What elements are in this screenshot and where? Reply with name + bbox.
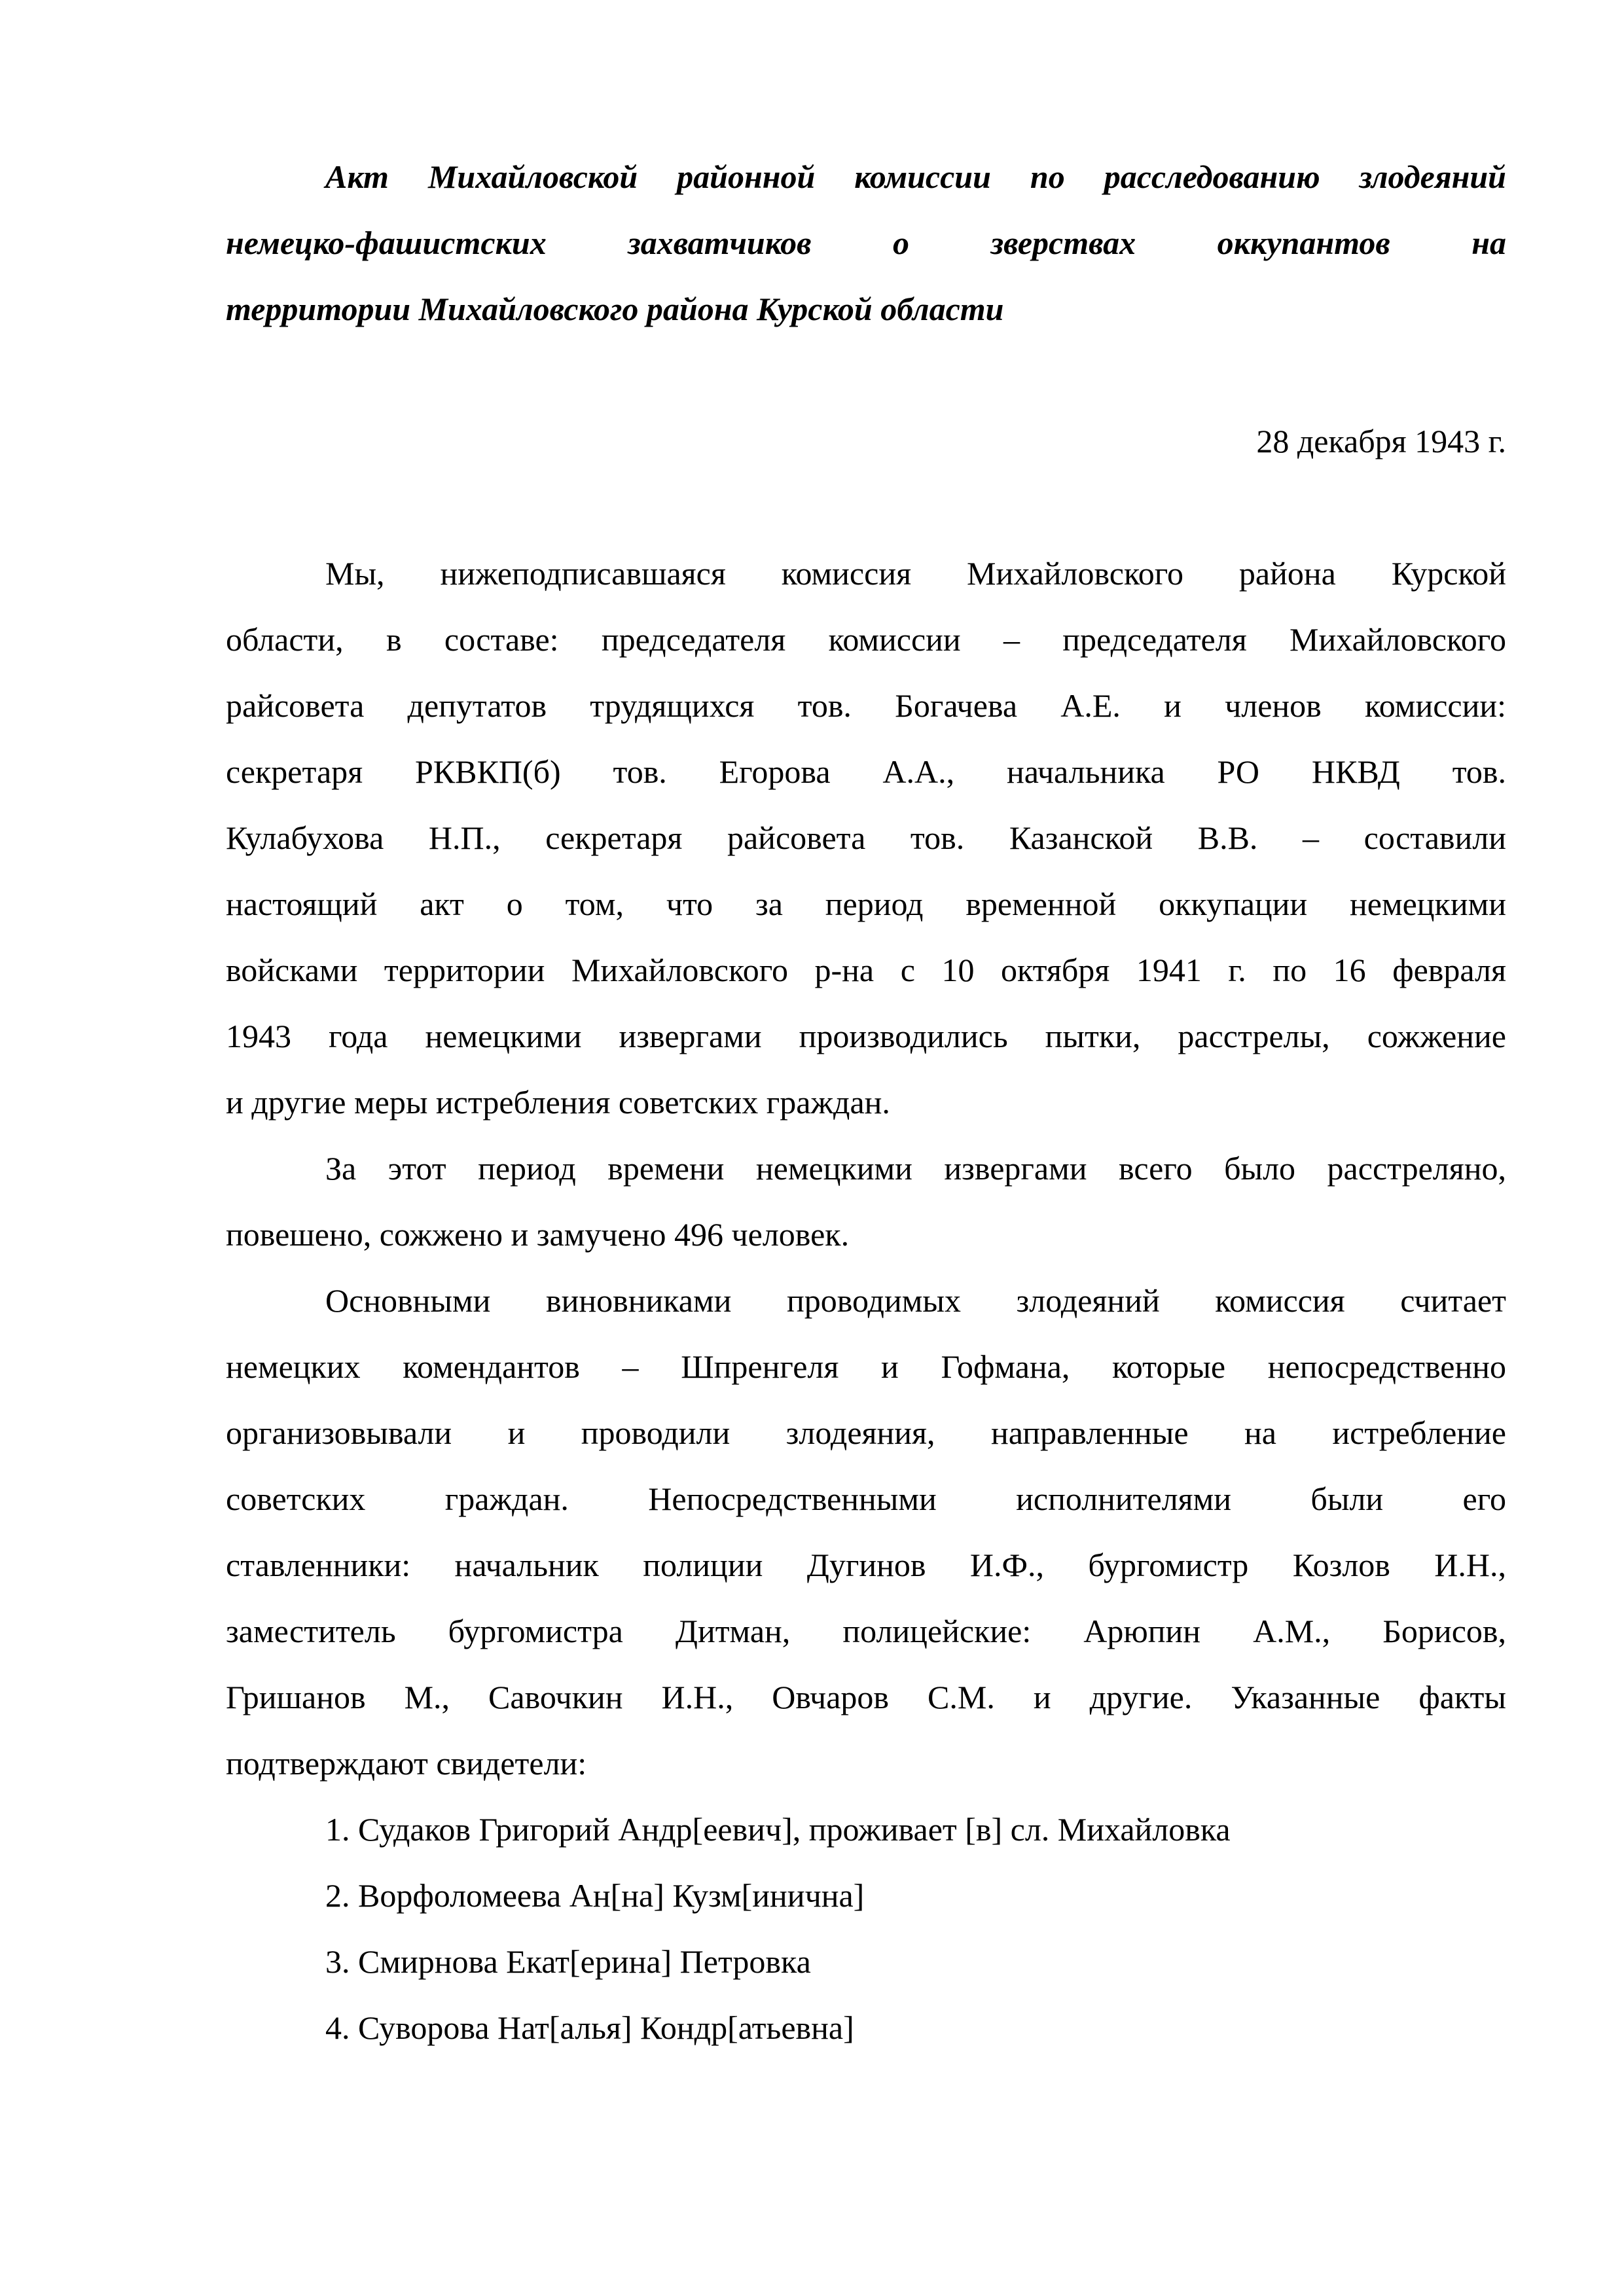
witness-item: 2. Ворфоломеева Ан[на] Кузм[инична] [325,1877,865,1914]
witness-list [226,1797,1506,2061]
body-line: организовывали и проводили злодеяния, направленные на истребление [226,1414,1506,1451]
body-line: ставленники: начальник полиции Дугинов И.Ф., бургомистр Козлов И.Н., [226,1547,1506,1583]
title-line: Акт Михайловской районной комиссии по расследованию злодеяний [325,158,1506,195]
body-line: заместитель бургомистра Дитман, полицейские: Арюпин А.М., Борисов, [226,1613,1506,1649]
document-title [226,144,1506,342]
body-line: Гришанов М., Савочкин И.Н., Овчаров С.М. и другие. Указанные факты [226,1679,1506,1715]
witness-item: 4. Суворова Нат[алья] Кондр[атьевна] [325,2009,854,2046]
body-line: области, в составе: председателя комиссии – председателя Михайловского [226,621,1506,658]
body-line: подтверждают свидетели: [226,1745,587,1782]
body-line: войсками территории Михайловского р-на с 10 октября 1941 г. по 16 февраля [226,952,1506,988]
witness-item: 3. Смирнова Екат[ерина] Петровка [325,1943,811,1980]
body-line: немецких комендантов – Шпренгеля и Гофмана, которые непосредственно [226,1348,1506,1385]
date-line: 28 декабря 1943 г. [1256,423,1506,459]
body-line: и другие меры истребления советских граждан. [226,1084,890,1121]
paragraph-3 [226,1268,1506,1797]
body-line: Основными виновниками проводимых злодеяний комиссия считает [325,1282,1506,1319]
body-line: Мы, нижеподписавшаяся комиссия Михайловского района Курской [325,555,1506,592]
title-line: территории Михайловского района Курской области [226,291,1004,327]
body-line: Кулабухова Н.П., секретаря райсовета тов. Казанской В.В. – составили [226,819,1506,856]
body-line: райсовета депутатов трудящихся тов. Богачева А.Е. и членов комиссии: [226,687,1506,724]
spacer [226,342,1506,408]
body-line: 1943 года немецкими извергами производились пытки, расстрелы, сожжение [226,1018,1506,1054]
body-line: секретаря РКВКП(б) тов. Егорова А.А., начальника РО НКВД тов. [226,753,1506,790]
body-line: повешено, сожжено и замучено 496 человек. [226,1216,850,1253]
witness-item: 1. Судаков Григорий Андр[еевич], проживает [в] сл. Михайловка [325,1811,1231,1848]
paragraph-2 [226,1136,1506,1268]
body-line: За этот период времени немецкими извергами всего было расстреляно, [325,1150,1506,1187]
paragraph-1 [226,541,1506,1136]
title-line: немецко-фашистских захватчиков о зверствах оккупантов на [226,224,1506,261]
body-line: советских граждан. Непосредственными исполнителями были его [226,1480,1506,1517]
body-line: настоящий акт о том, что за период временной оккупации немецкими [226,886,1506,922]
spacer [226,475,1506,541]
